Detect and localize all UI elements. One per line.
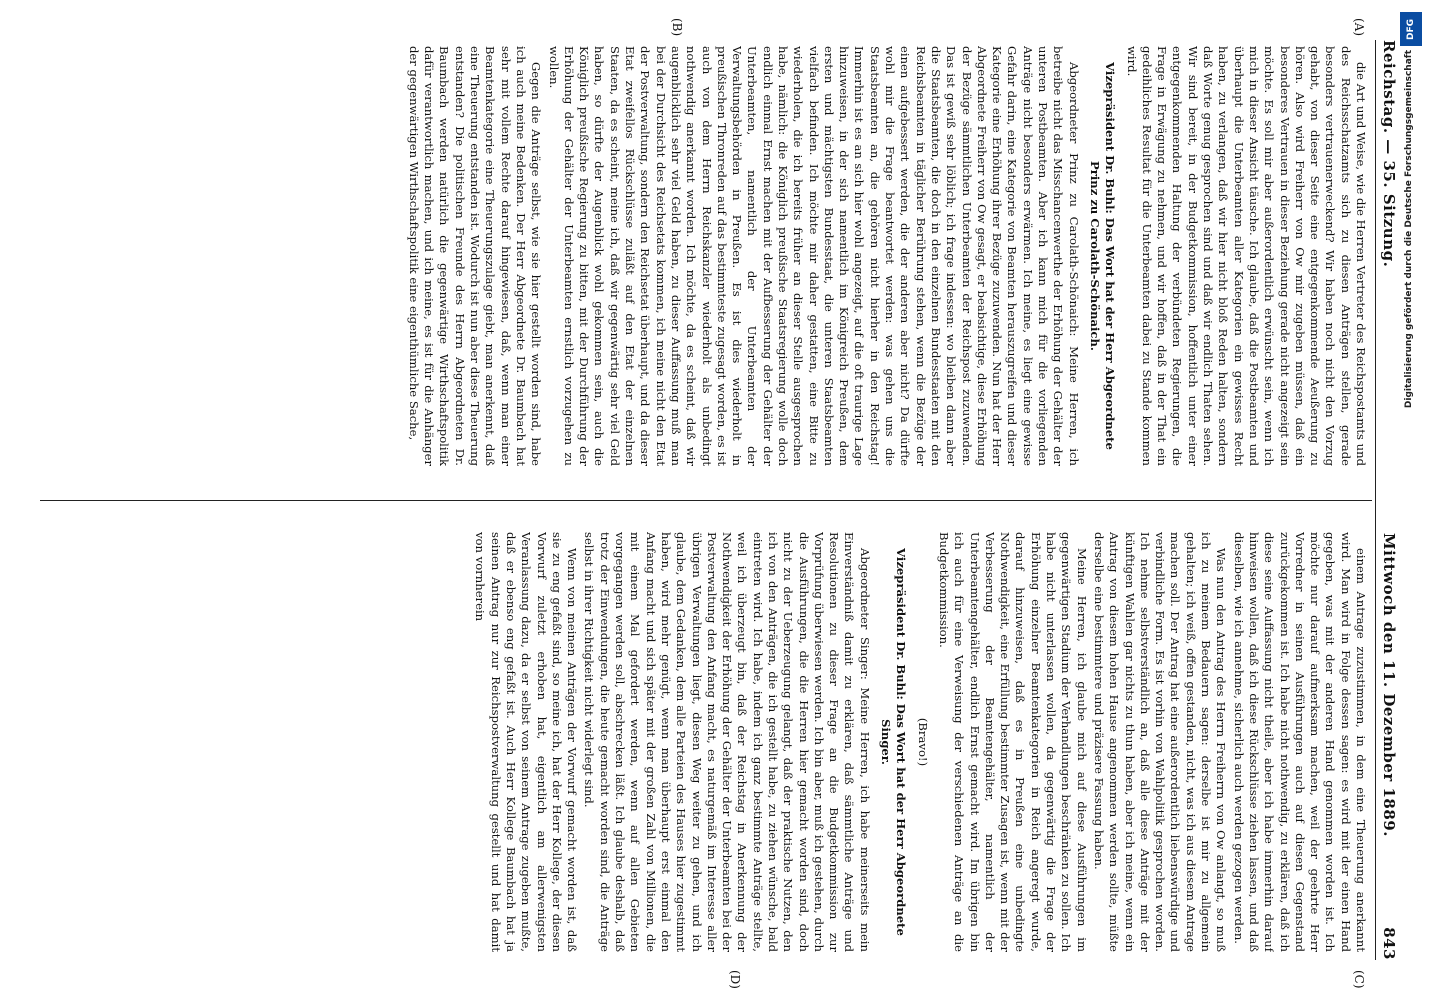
- paragraph: Was nun den Antrag des Herrn Freiherrn von Ow anlangt, so muß ich zu meinem Bedauern sagen: derselbe ist mir zu allgemein gehalten; ich weiß, offen gestanden, nicht, was ich aus diesem Antrage machen soll. Der Antrag hat eine außerordentlich liebenswürdige und verbindliche Form. Es ist vorhin von Wahlpolitik gesprochen worden. Ich nehme selbstverständlich an, daß alle diese Anträge mit der künftigen Wahlen gar nichts zu thun haben, aber ich meine, wenn ein Antrag von diesem hohen Hause angenommen werden sollte, müßte derselbe eine bestimmtere und präzisere Fassung haben.: [1091, 532, 1229, 952]
- margin-mark-a: (A): [1352, 18, 1366, 37]
- applause-note: (Bravo!): [915, 717, 930, 767]
- paragraph: Meine Herren, ich glaube mich auf diese Ausführungen im gegenwärtigen Stadium der Verhandlungen beschränken zu sollen. Ich habe nicht unterlassen wollen, da gegenwärtig die Frage der Erhöhung einzelner Beamtenkategorien in Reich angeregt wurde, darauf hinzuweisen, daß es in Preußen eine unbedingte Nothwendigkeit, eine Erfüllung bestimmter Zusagen ist, wenn mit der Verbesserung der Beamtengehälter, namentlich der Unterbeamtengehälter, endlich Ernst gemacht wird. Im übrigen bin ich auch für eine Verweisung der verschiedenen Anträge an die Budgetkommission.: [936, 532, 1089, 952]
- page-number: 843: [1380, 927, 1398, 960]
- left-column: [40, 46, 1368, 466]
- paragraph: die Art und Weise, wie die Herren Vertreter des Reichspostamts und des Reichsschatzamts sich zu diesen Anträgen stellen, gerade besonders vertrauenerweckend? Wir haben noch nicht den Vorzug gehabt, von dieser Seite eine entgegenkommende Aeußerung zu hören. Also wird Freiherr von Ow mir zugeben müssen, daß ein besonderes Vertrauen in dieser Beziehung gerade nicht angezeigt sein möchte. Es soll mir aber außerordentlich erwünscht sein, wenn ich mich in dieser Ansicht täusche. Ich glaube, daß die Postbeamten und überhaupt die Unterbeamten aller Kategorien ein gewisses Recht haben, zu verlangen, daß wir hier nicht bloß Reden halten, sondern daß Worte genug gesprochen sind und daß wir endlich Thaten sehen. Wir sind bereit, in der Budgetkommission, hoffentlich unter einer entgegenkommenden Haltung der verbündeten Regierungen, die Frage in Erwägung zu nehmen, und wir hoffen, daß in der That ein gedeihliches Resultat für die Unterbeamten dabei zu Stande kommen wird.: [1124, 46, 1368, 466]
- paragraph: Abgeordneter Prinz zu Carolath-Schönaich: Meine Herren, ich betreibe nicht das Misschancenwerthe der Erhöhung der Gehälter der unteren Postbeamten. Aber ich kann mich für die vorliegenden Anträge nicht besonders erwärmen. Ich meine, es liegt eine gewisse Gefahr darin, eine Kategorie von Beamten herauszugreifen und dieser Kategorie eine Erhöhung ihrer Bezüge zuzuwenden. Nun hat der Herr Abgeordnete Freiherr von Ow gesagt, er beabsichtige, diese Erhöhung der Bezüge sämmtlichen Unterbeamten der Reichspost zuzuwenden. Das ist gewiß sehr löblich; ich frage indessen: wo bleiben dann aber die Staatsbeamten, die doch in den einzelnen Bundesstaaten mit den Reichsbeamten in täglicher Berührung stehen, wenn die Bezüge der einen aufgebessert werden, die der anderen aber nicht? Da dürfte wohl mir die Frage beantwortet werden: was gehen uns die Staatsbeamten an, die gehören nicht hierher in den Reichstag! Immerhin ist es an sich hier wohl angezeigt, auf die oft traurige Lage hinzuweisen, in der sich namentlich im Königreich Preußen, dem ersten und mächtigsten Bundesstaat, die unteren Staatsbeamten vielfach befinden. Ich möchte mir daher gestatten, eine Bitte zu wiederholen, die ich bereits früher an dieser Stelle ausgesprochen habe, nämlich: die Königlich preußische Staatsregierung wolle doch endlich einmal Ernst machen mit der Aufbesserung der Gehälter der Unterbeamten, namentlich der Unterbeamten der Verwaltungsbehörden in Preußen. Es ist dies wiederholt in preußischen Thronreden auf das bestimmteste zugesagt worden, es ist auch von dem Herrn Reichskanzler wiederholt als unbedingt nothwendig anerkannt worden. Ich möchte, da es scheint, daß wir augenblicklich sehr viel Geld haben, zu dieser Auffassung muß man bei der Durchsicht des Reichsetats kommen, ich meine nicht den Etat der Postverwaltung, sondern den Reichsetat überhaupt, und da dieser Etat zweifellos Rückschlüsse zuläßt auf den Etat der einzelnen Staaten, da es scheint, meine ich, daß wir gegenwärtig sehr viel Geld haben, so dürfte der Augenblick wohl gekommen sein, auch die Königlich preußische Regierung zu bitten, mit der Durchführung der Erhöhung der Gehälter der Unterbeamten ernstlich vorzugehen zu wollen.: [546, 46, 1081, 466]
- margin-mark-d: (D): [728, 970, 742, 989]
- header-left: Reichstag. — 35. Sitzung.: [1380, 40, 1398, 268]
- right-column: [40, 532, 1368, 952]
- paragraph: Wenn von meinen Anträgen der Vorwurf gemacht worden ist, daß sie zu eng gefaßt sind, so meine ich, hat der Herr Kollege, der diesen Vorwurf zuletzt erhoben hat, eigentlich am allerwenigsten Veranlassung dazu, da er selbst von seinem Antrage zugeben mußte, daß er ebenso eng gefaßt ist. Auch Herr Kollege Baumbach hat ja seinen Antrag nur zur Reichspostverwaltung gestellt und hat damit von vornherein: [473, 532, 580, 952]
- header-date: Mittwoch den 11. Dezember 1889.: [1380, 533, 1398, 837]
- digitization-credit: Digitalisierung gefördert durch die Deutsche Forschungsgemeinschaft: [1404, 50, 1414, 409]
- margin-mark-b: (B): [670, 18, 684, 37]
- paragraph: Abgeordneter Singer: Meine Herren, ich habe meinerseits mein Einverständniß damit zu erklären, daß sämmtliche Anträge und Resolutionen zu dieser Frage an die Budgetkommission zur Vorprüfung überwiesen werden. Ich bin aber, muß ich gestehen, durch die Ausführungen, die die Herren hier gemacht worden sind, doch nicht zu der Ueberzeugung gelangt, daß der praktische Nutzen, den ich von den Anträgen, die ich gestellt habe, zu ziehen wünsche, bald eintreten wird. Ich habe, indem ich ganz bestimmte Anträge stellte, weil ich überzeugt bin, daß der Reichstag in Anerkennung der Nothwendigkeit der Erhöhung der Gehälter der Unterbeamten bei der Postverwaltung den Anfang macht, es naturgemäß im Interesse aller übrigen Verwaltungen liegt, diesen Weg weiter zu gehen, und ich glaube, dem Gedanken, dem alle Parteien des Hauses hier zugestimmt haben, wird mehr genügt, wenn man überhaupt erst einmal den Anfang macht und sich später mit der großen Zahl von Millionen, die mit einem Mal gefordert werden, wenn auf allen Gebieten vorgegangen werden soll, abschrecken läßt. Ich glaube deshalb, daß trotz der Einwendungen, die heute gemacht worden sind, die Anträge selbst in ihrer Richtigkeit nicht widerlegt sind.: [582, 532, 872, 952]
- column-divider: [40, 500, 1372, 501]
- speaker-line: Vizepräsident Dr. Buhl: Das Wort hat der Herr Abgeordnete Singer.: [879, 548, 909, 936]
- speaker-line: Vizepräsident Dr. Buhl: Das Wort hat der Herr Abgeordnete Prinz zu Carolath-Schönaich.: [1087, 62, 1118, 450]
- paragraph: einem Antrage zuzustimmen, in dem eine Theuerung anerkannt wird. Man wird in Folge dessen sagen: es wird mit der einen Hand gegeben, was mit der anderen Hand genommen worden ist. Ich möchte nur darauf aufmerksam machen, weil der geehrte Herr Vorredner in seinen Ausführungen auch auf diesen Gegenstand zurückgekommen ist. Ich habe nicht nothwendig, zu erklären, daß ich diese seine Auffassung nicht theile, aber ich habe immerhin darauf hinweisen wollen, daß ich diese Rückschlüsse ziehen lassen, und daß dieselben, wie ich annehme, sicherlich auch werden gezogen werden.: [1231, 532, 1368, 952]
- paragraph: Gegen die Anträge selbst, wie sie hier gestellt worden sind, habe ich auch meine Bedenken. Der Herr Abgeordnete Dr. Baumbach hat sehr mit vollem Rechte darauf hingewiesen, daß, wenn man einer Beamtenkategorie eine Theuerungszulage giebt, man anerkennt, daß eine Theuerung entstanden ist. Wodurch ist nun aber diese Theuerung entstanden? Die politischen Freunde des Herrn Abgeordneten Dr. Baumbach werden natürlich die gegenwärtige Wirthschaftspolitik dafür verantwortlich machen, und ich meine, es ist für die Anhänger der gegenwärtigen Wirthschaftspolitik eine eigenthümliche Sache,: [406, 46, 544, 466]
- dfg-logo: DFG: [1400, 12, 1422, 46]
- margin-mark-c: (C): [1352, 970, 1366, 989]
